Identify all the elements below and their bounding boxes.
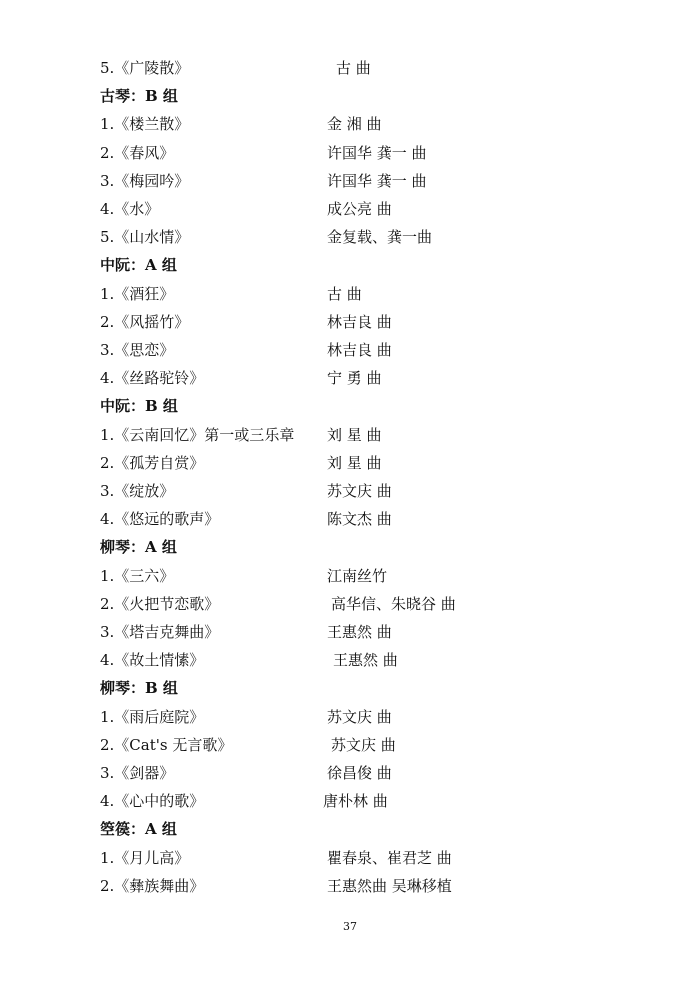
repertoire-item (0, 199, 700, 227)
repertoire-item (0, 791, 700, 819)
composer: 苏文庆 曲 (331, 735, 396, 754)
section-heading-text: 中阮：B 组 (100, 397, 178, 416)
section-heading (0, 678, 700, 706)
piece-title: 4.《心中的歌》 (100, 792, 205, 811)
composer: 刘 星 曲 (327, 425, 382, 444)
repertoire-item (0, 312, 700, 340)
composer: 王惠然 曲 (333, 651, 398, 670)
repertoire-item (0, 735, 700, 763)
piece-title: 2.《孤芳自赏》 (100, 453, 205, 472)
piece-title: 2.《风摇竹》 (100, 312, 190, 331)
composer: 古 曲 (327, 284, 362, 303)
repertoire-item (0, 763, 700, 791)
repertoire-item (0, 425, 700, 453)
repertoire-item (0, 143, 700, 171)
composer: 许国华 龚一 曲 (327, 143, 427, 162)
piece-title: 1.《雨后庭院》 (100, 707, 205, 726)
piece-title: 2.《彝族舞曲》 (100, 876, 205, 895)
piece-title: 1.《三六》 (100, 566, 175, 585)
piece-title: 3.《剑器》 (100, 764, 175, 782)
piece-title: 1.《楼兰散》 (100, 115, 190, 134)
composer: 宁 勇 曲 (327, 369, 382, 388)
piece-title: 1.《云南回忆》第一或三乐章 (100, 425, 295, 444)
repertoire-item (0, 114, 700, 142)
repertoire-item (0, 566, 700, 594)
repertoire-item (0, 340, 700, 368)
repertoire-item (0, 650, 700, 678)
piece-title: 3.《梅园吟》 (100, 171, 190, 190)
composer: 徐昌俊 曲 (327, 764, 392, 782)
composer: 林吉良 曲 (327, 341, 392, 359)
composer: 王惠然 曲 (327, 623, 392, 641)
repertoire-item (0, 509, 700, 537)
piece-title: 3.《塔吉克舞曲》 (100, 623, 220, 641)
composer: 刘 星 曲 (327, 453, 382, 472)
piece-title: 2.《火把节恋歌》 (100, 594, 220, 613)
piece-title: 4.《故土情愫》 (100, 651, 205, 670)
repertoire-item (0, 368, 700, 396)
section-heading (0, 819, 700, 847)
composer: 苏文庆 曲 (327, 482, 392, 500)
repertoire-item (0, 848, 700, 876)
piece-title: 2.《春风》 (100, 143, 175, 162)
repertoire-item (0, 284, 700, 312)
section-heading-text: 中阮：A 组 (100, 256, 177, 275)
composer: 瞿春泉、崔君芝 曲 (327, 848, 452, 867)
repertoire-item (0, 622, 700, 650)
piece-title: 1.《酒狂》 (100, 284, 175, 303)
composer: 古 曲 (336, 59, 371, 77)
page-number: 37 (343, 920, 357, 933)
repertoire-item (0, 481, 700, 509)
repertoire-item (0, 707, 700, 735)
piece-title: 3.《思恋》 (100, 341, 175, 359)
composer: 许国华 龚一 曲 (327, 171, 427, 190)
repertoire-item (0, 171, 700, 199)
piece-title: 3.《绽放》 (100, 482, 175, 500)
section-heading (0, 396, 700, 424)
composer: 高华信、朱晓谷 曲 (331, 594, 456, 613)
section-heading (0, 537, 700, 565)
piece-title: 2.《Cat's 无言歌》 (100, 735, 233, 754)
piece-title: 5.《山水情》 (100, 228, 190, 247)
section-heading-text: 古琴：B 组 (100, 87, 178, 106)
section-heading (0, 86, 700, 114)
piece-title: 4.《悠远的歌声》 (100, 510, 220, 529)
section-heading (0, 255, 700, 283)
composer: 陈文杰 曲 (327, 510, 392, 529)
section-heading-text: 柳琴：A 组 (100, 538, 177, 557)
composer: 成公亮 曲 (327, 200, 392, 218)
piece-title: 4.《丝路驼铃》 (100, 369, 205, 388)
piece-title: 4.《水》 (100, 200, 160, 218)
repertoire-item (0, 453, 700, 481)
repertoire-item (0, 876, 700, 904)
composer: 王惠然曲 吴琳移植 (327, 876, 452, 895)
composer: 苏文庆 曲 (327, 707, 392, 726)
composer: 江南丝竹 (327, 566, 388, 585)
composer: 林吉良 曲 (327, 312, 392, 331)
composer: 金复载、龚一曲 (327, 228, 433, 247)
repertoire-item (0, 58, 700, 86)
composer: 唐朴林 曲 (323, 792, 388, 811)
repertoire-item (0, 594, 700, 622)
piece-title: 5.《广陵散》 (100, 59, 190, 77)
piece-title: 1.《月儿高》 (100, 848, 190, 867)
section-heading-text: 箜篌：A 组 (100, 820, 177, 839)
composer: 金 湘 曲 (327, 115, 382, 134)
section-heading-text: 柳琴：B 组 (100, 679, 178, 698)
repertoire-item (0, 227, 700, 255)
